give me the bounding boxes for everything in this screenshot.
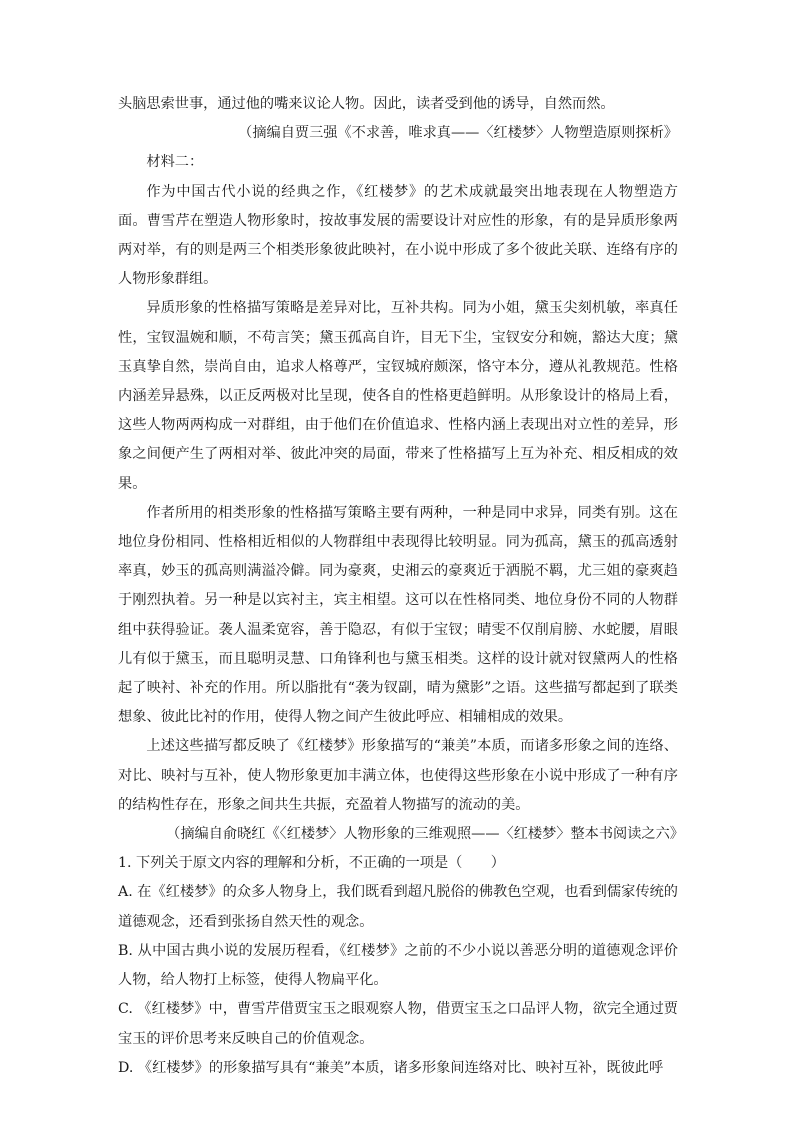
document-page	[118, 90, 684, 1083]
option-c: C. 《红楼梦》中，曹雪芹借贾宝玉之眼观察人物，借贾宝玉之口品评人物，欲完全通过贾宝玉的评价思考来反映自己的价值观念。	[118, 1001, 678, 1047]
paragraph-summary: 上述这些描写都反映了《红楼梦》形象描写的“兼美”本质，而诸多形象之间的连络、对比、映衬与互补，使人物形象更加丰满立体，也使得这些形象在小说中形成了一种有序的结构性存在，形象之间共生共振，充盈着人物描写的流动的美。	[118, 738, 678, 813]
paragraph-contrast: 异质形象的性格描写策略是差异对比，互补共构。同为小姐，黛玉尖刻机敏，率真任性，宝钗温婉和顺，不苟言笑；黛玉孤高自许，目无下尘，宝钗安分和婉，豁达大度；黛玉真挚自然，崇尚自由，追求人格尊严，宝钗城府颇深，恪守本分，遵从礼教规范。性格内涵差异悬殊，以正反两极对比呈现，使各自的性格更趋鲜明。从形象设计的格局上看，这些人物两两构成一对群组，由于他们在价值追求、性格内涵上表现出对立性的差异，形象之间便产生了两相对举、彼此冲突的局面，带来了性格描写上互为补充、相反相成的效果。	[118, 300, 678, 492]
option-b: B. 从中国古典小说的发展历程看，《红楼梦》之前的不少小说以善恶分明的道德观念评价人物，给人物打上标签，使得人物扁平化。	[118, 942, 678, 989]
question-stem: 1. 下列关于原文内容的理解和分析，不正确的一项是（ ）	[118, 855, 505, 872]
source-citation-2: （摘编自俞晓红《〈红楼梦〉人物形象的三维观照——〈红楼梦〉整本书阅读之六》	[166, 826, 684, 843]
option-a: A. 在《红楼梦》的众多人物身上，我们既看到超凡脱俗的佛教色空观，也看到儒家传统的道德观念，还看到张扬自然天性的观念。	[118, 884, 678, 930]
source-citation-1: （摘编自贾三强《不求善，唯求真——〈红楼梦〉人物塑造原则探析》	[238, 125, 678, 142]
paragraph-intro: 作为中国古代小说的经典之作，《红楼梦》的艺术成就最突出地表现在人物塑造方面。曹雪芹在塑造人物形象时，按故事发展的需要设计对应性的形象，有的是异质形象两两对举，有的则是两三个相类形象彼此映衬，在小说中形成了多个彼此关联、连络有序的人物形象群组。	[118, 183, 678, 288]
option-d: D. 《红楼梦》的形象描写具有“兼美”本质，诸多形象间连络对比、映衬互补，既彼此呼	[118, 1059, 664, 1076]
paragraph-similar: 作者所用的相类形象的性格描写策略主要有两种，一种是同中求异，同类有别。这在地位身份相同、性格相近相似的人物群组中表现得比较明显。同为孤高，黛玉的孤高透射率真，妙玉的孤高则满溢冷僻。同为豪爽，史湘云的豪爽近于洒脱不羁，尤三姐的豪爽趋于刚烈执着。另一种是以宾衬主，宾主相望。这可以在性格同类、地位身份不同的人物群组中获得验证。袭人温柔宽容，善于隐忍，有似于宝钗；晴雯不仅削肩膀、水蛇腰，眉眼儿有似于黛玉，而且聪明灵慧、口角锋利也与黛玉相类。这样的设计就对钗黛两人的性格起了映衬、补充的作用。所以脂批有“袭为钗副，晴为黛影”之语。这些描写都起到了联类想象、彼此比衬的作用，使得人物之间产生彼此呼应、相辅相成的效果。	[118, 504, 678, 726]
paragraph-continuation: 头脑思索世事，通过他的嘴来议论人物。因此，读者受到他的诱导，自然而然。	[118, 96, 615, 112]
material-two-label: 材料二：	[146, 154, 204, 171]
